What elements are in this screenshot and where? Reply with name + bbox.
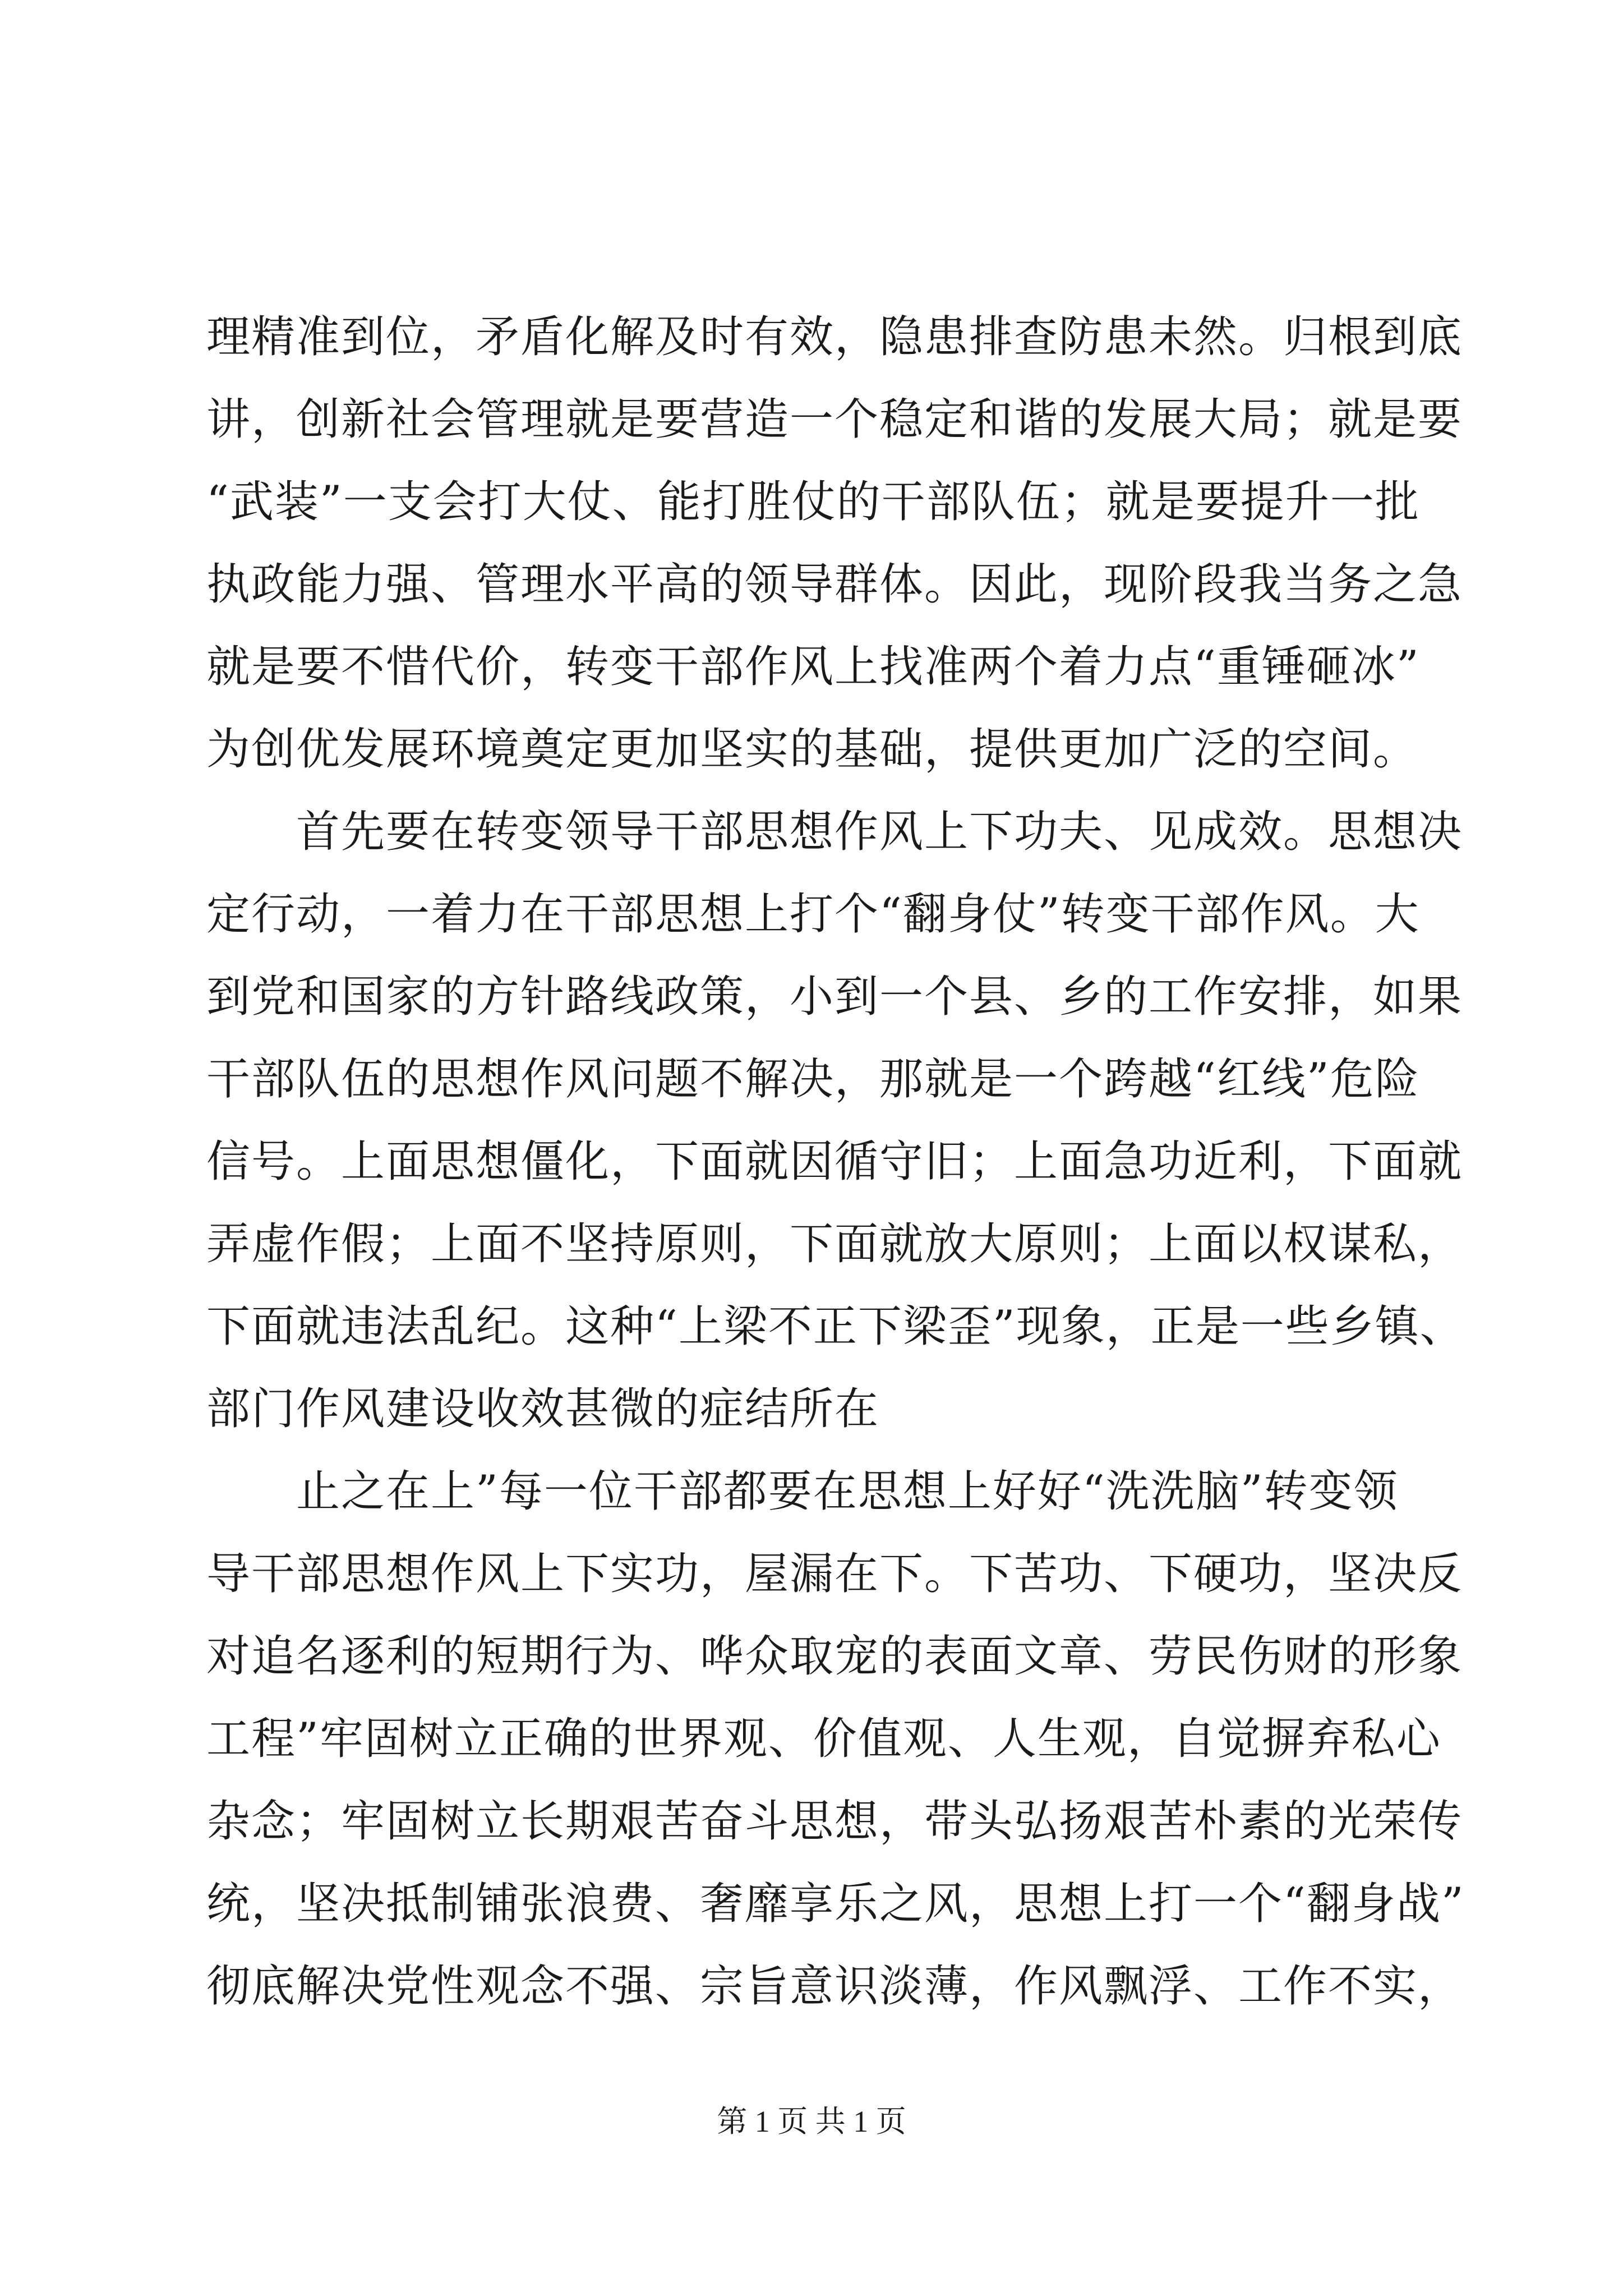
text-line: 讲，创新社会管理就是要营造一个稳定和谐的发展大局；就是要 (206, 394, 1463, 445)
text-line: 工程”牢固树立正确的世界观、价值观、人生观，自觉摒弃私心 (206, 1714, 1441, 1764)
text-line: 统，坚决抵制铺张浪费、奢靡享乐之风，思想上打一个“翻身战” (206, 1879, 1465, 1929)
text-line: 彻底解决党性观念不强、宗旨意识淡薄，作风飘浮、工作不实， (206, 1961, 1463, 2012)
text-line: 杂念；牢固树立长期艰苦奋斗思想，带头弘扬艰苦朴素的光荣传 (206, 1796, 1463, 1847)
text-line: 定行动，一着力在干部思想上打个“翻身仗”转变干部作风。大 (206, 889, 1420, 940)
body-text (206, 296, 1465, 2028)
text-line: 就是要不惜代价，转变干部作风上找准两个着力点“重锤砸冰” (206, 642, 1420, 692)
page-footer: 第 1 页 共 1 页 (717, 2105, 906, 2138)
text-line: 部门作风建设收效甚微的症结所在 (206, 1384, 880, 1434)
text-line: “武装”一支会打大仗、能打胜仗的干部队伍；就是要提升一批 (206, 477, 1420, 527)
text-line: 理精准到位，矛盾化解及时有效，隐患排查防患未然。归根到底 (206, 312, 1463, 362)
text-line: 干部队伍的思想作风问题不解决，那就是一个跨越“红线”危险 (206, 1054, 1420, 1105)
text-line: 首先要在转变领导干部思想作风上下功夫、见成效。思想决 (206, 807, 1463, 857)
text-line: 对追名逐利的短期行为、哗众取宠的表面文章、劳民伤财的形象 (206, 1631, 1463, 1682)
text-line: 弄虚作假；上面不坚持原则，下面就放大原则；上面以权谋私， (206, 1219, 1463, 1269)
text-line: 为创优发展环境奠定更加坚实的基础，提供更加广泛的空间。 (206, 724, 1418, 775)
text-line: 下面就违法乱纪。这种“上梁不正下梁歪”现象，正是一些乡镇、 (206, 1301, 1465, 1352)
text-line: 信号。上面思想僵化，下面就因循守旧；上面急功近利，下面就 (206, 1137, 1463, 1187)
text-line: 止之在上”每一位干部都要在思想上好好“洗洗脑”转变领 (206, 1466, 1399, 1517)
text-line: 执政能力强、管理水平高的领导群体。因此，现阶段我当务之急 (206, 559, 1463, 610)
text-line: 到党和国家的方针路线政策，小到一个县、乡的工作安排，如果 (206, 972, 1463, 1022)
text-line: 导干部思想作风上下实功，屋漏在下。下苦功、下硬功，坚决反 (206, 1549, 1463, 1599)
